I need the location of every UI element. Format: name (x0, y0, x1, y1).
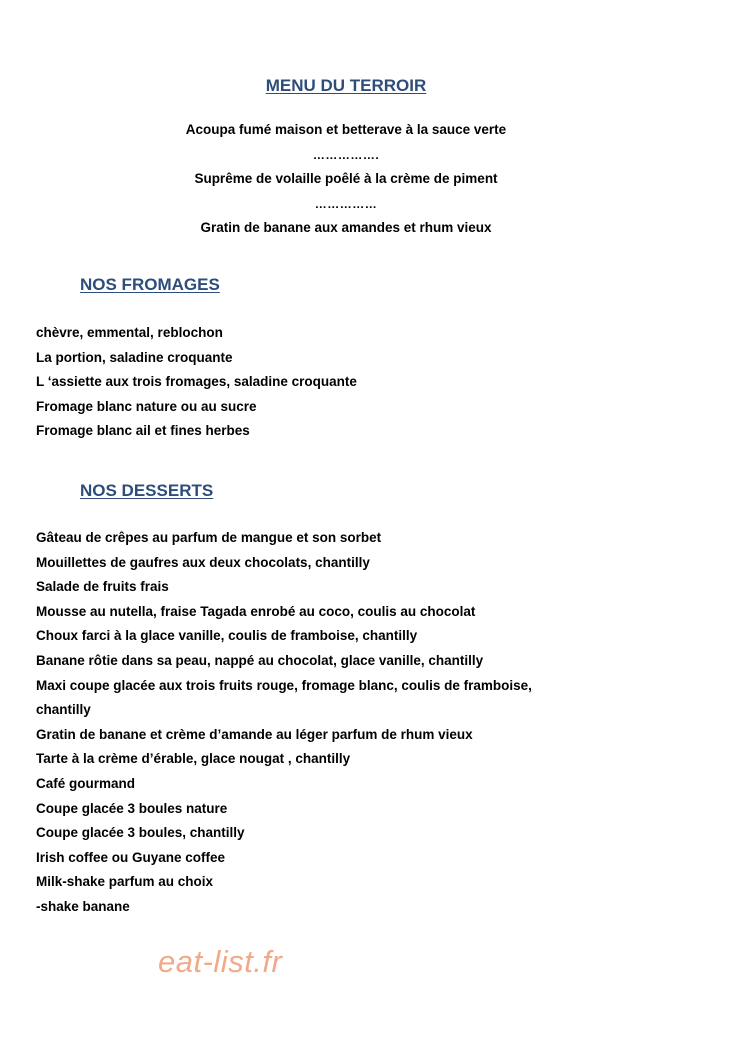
menu-terroir-title: MENU DU TERROIR (265, 76, 427, 95)
dessert-item: Banane rôtie dans sa peau, nappé au chocolat, glace vanille, chantilly (36, 652, 484, 668)
dessert-item: Irish coffee ou Guyane coffee (36, 849, 226, 865)
dessert-item: Gâteau de crêpes au parfum de mangue et son sorbet (36, 530, 382, 545)
course-starter: Acoupa fumé maison et betterave à la sauce verte (185, 122, 507, 137)
fromage-item: Fromage blanc nature ou au sucre (36, 398, 257, 414)
dessert-item: Milk-shake parfum au choix (36, 874, 214, 890)
course-dessert: Gratin de banane aux amandes et rhum vieux (200, 220, 492, 235)
dessert-item: -shake banane (36, 898, 130, 914)
fromage-item: La portion, saladine croquante (36, 349, 233, 365)
dessert-item: Mousse au nutella, fraise Tagada enrobé au coco, coulis au chocolat (36, 603, 476, 619)
dessert-item: Choux farci à la glace vanille, coulis de framboise, chantilly (36, 628, 418, 644)
dessert-item: Tarte à la crème d’érable, glace nougat , chantilly (36, 751, 351, 767)
dessert-item-continuation: chantilly (36, 702, 91, 718)
course-main: Suprême de volaille poêlé à la crème de piment (194, 171, 498, 186)
course-separator: …………… (314, 196, 378, 211)
fromages-list (36, 321, 656, 444)
dessert-item: Mouillettes de gaufres aux deux chocolats, chantilly (36, 554, 370, 570)
course-separator: ……………. (312, 147, 380, 162)
dessert-item: Gratin de banane et crème d’amande au léger parfum de rhum vieux (36, 726, 473, 742)
dessert-item: Coupe glacée 3 boules, chantilly (36, 825, 245, 841)
fromages-heading: NOS FROMAGES (80, 275, 220, 294)
dessert-item: Coupe glacée 3 boules nature (36, 800, 228, 816)
watermark-text: eat-list.fr (158, 944, 283, 979)
fromage-item: Fromage blanc ail et fines herbes (36, 423, 250, 439)
fromage-item: L ‘assiette aux trois fromages, saladine croquante (36, 374, 357, 390)
desserts-list (36, 526, 656, 920)
desserts-heading: NOS DESSERTS (80, 481, 214, 500)
dessert-item: Maxi coupe glacée aux trois fruits rouge, fromage blanc, coulis de framboise, (36, 677, 532, 693)
dessert-item: Café gourmand (36, 775, 136, 791)
menu-terroir-courses (0, 118, 692, 241)
fromage-item: chèvre, emmental, reblochon (36, 325, 223, 340)
dessert-item: Salade de fruits frais (36, 579, 169, 595)
